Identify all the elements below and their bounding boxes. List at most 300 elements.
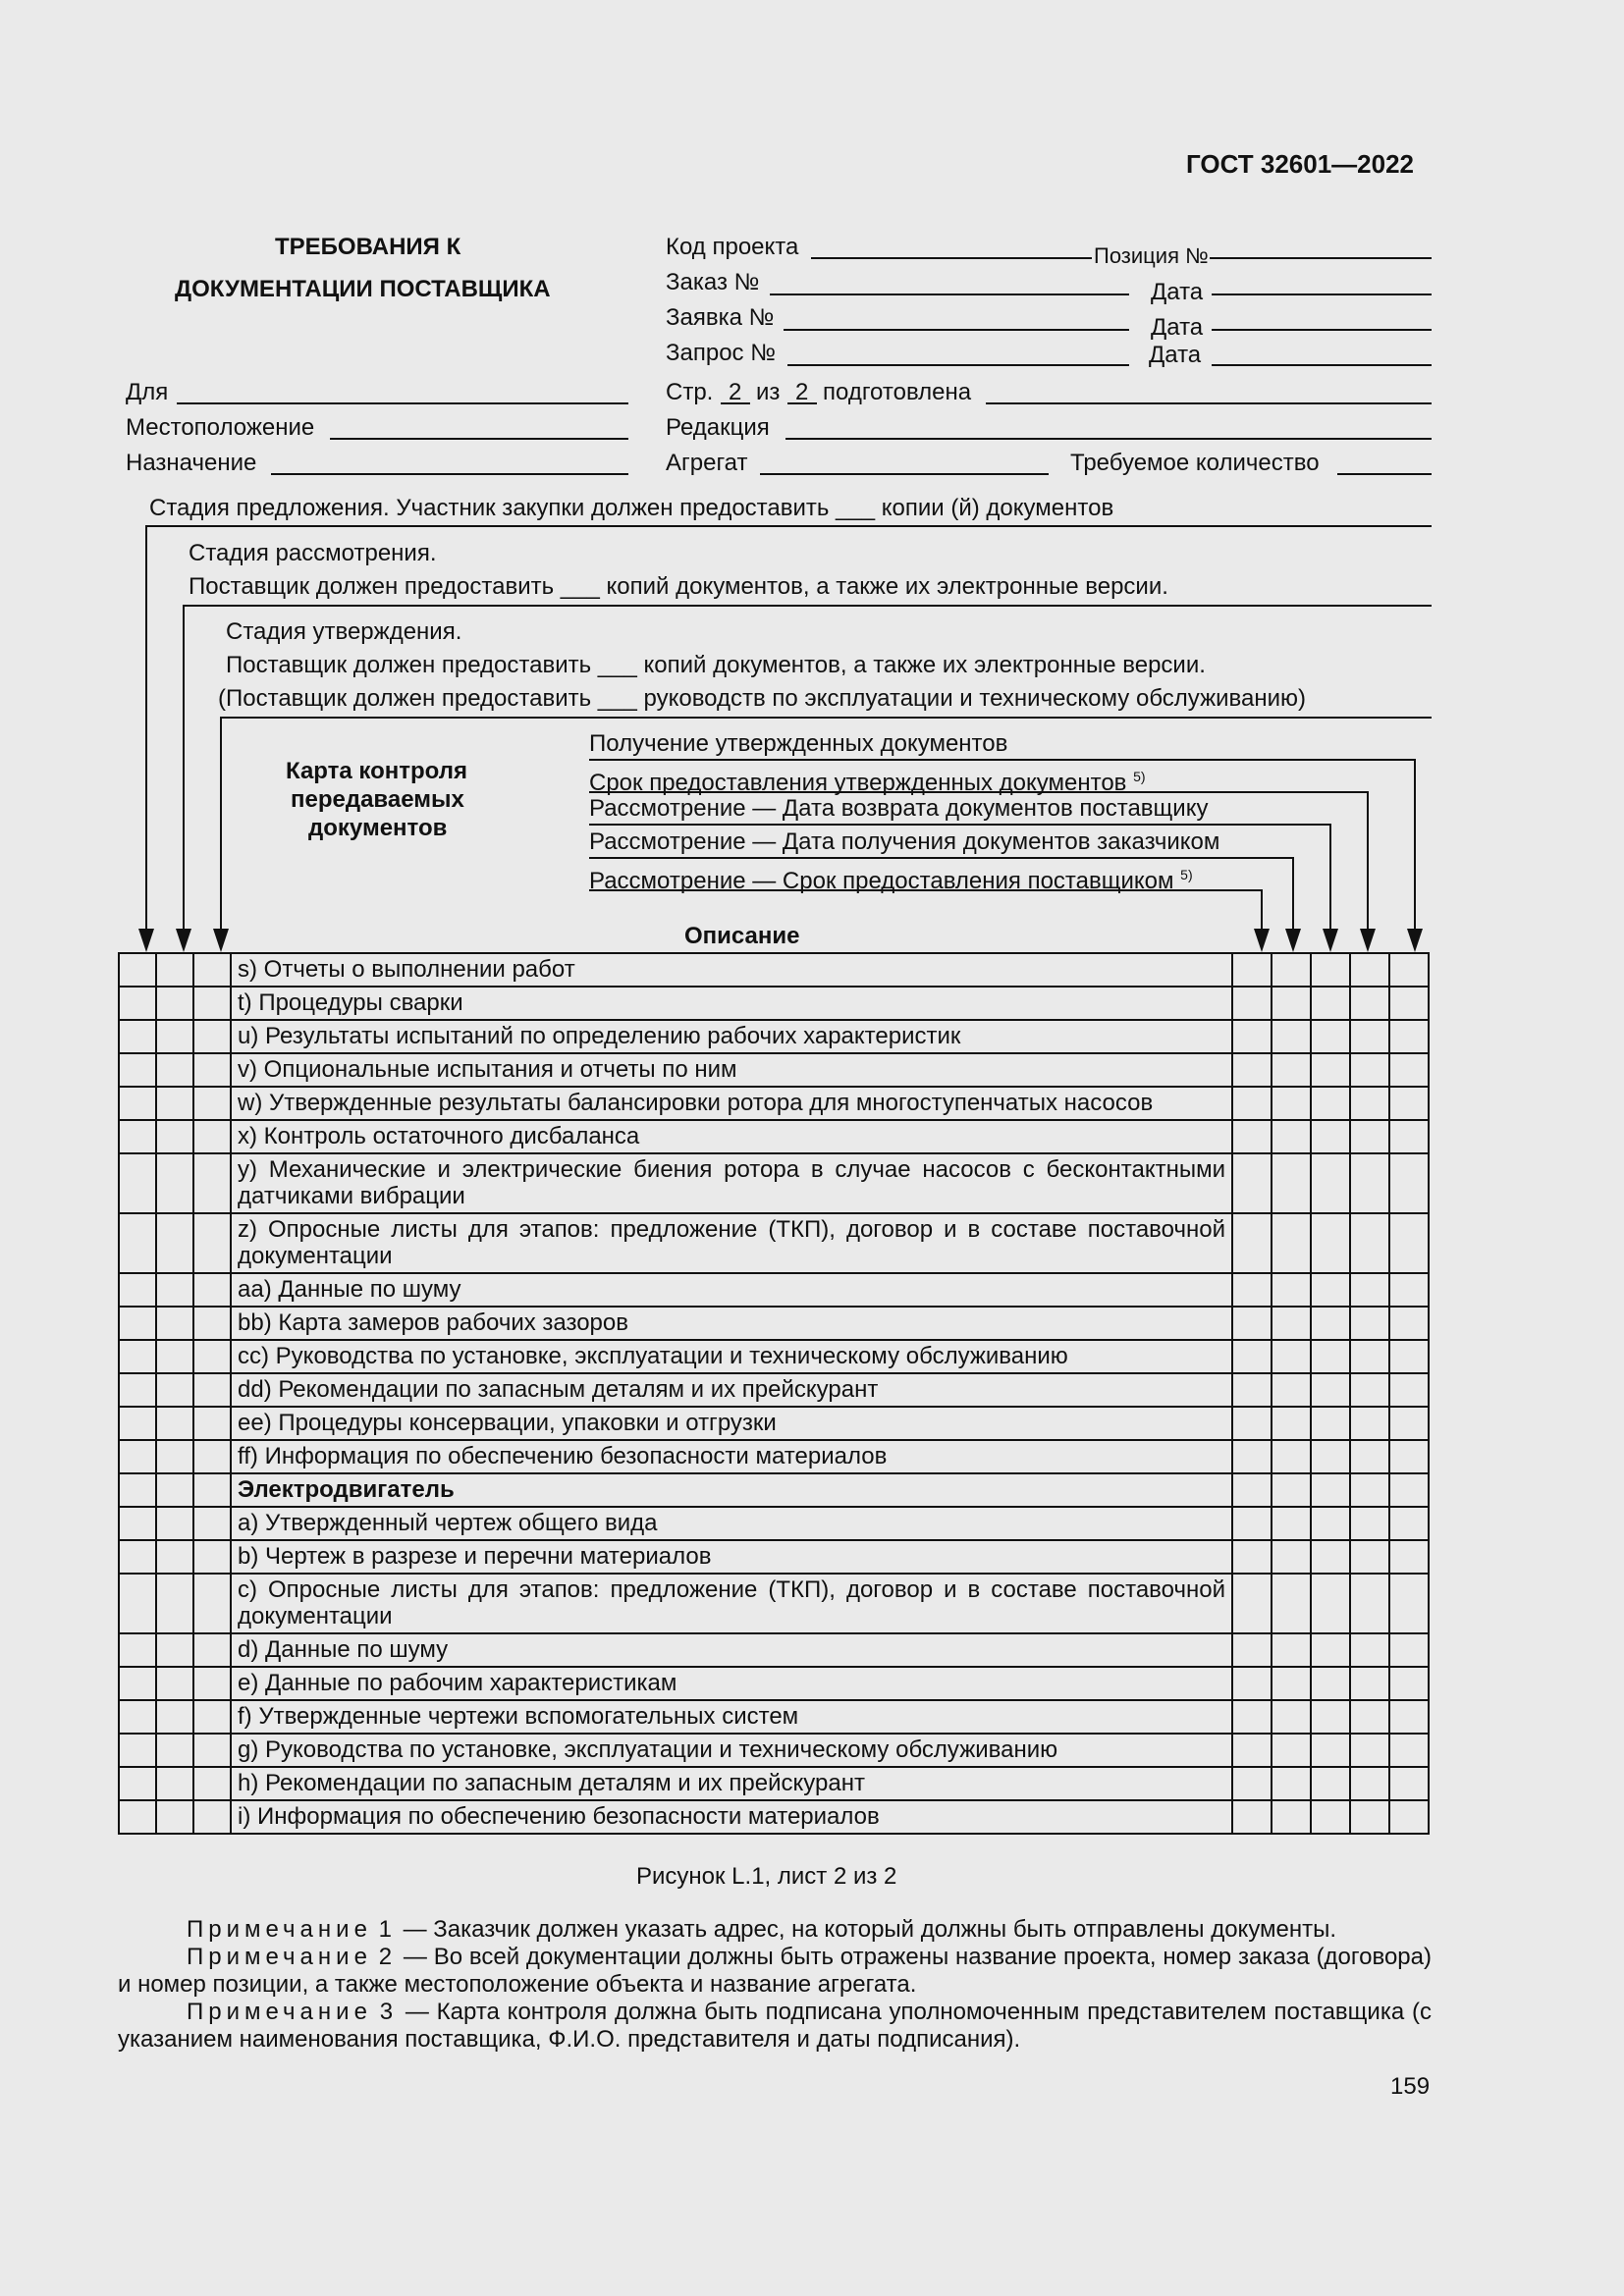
checkbox-cell[interactable] xyxy=(1350,1053,1389,1087)
checkbox-cell[interactable] xyxy=(193,1507,231,1540)
checkbox-cell[interactable] xyxy=(119,1667,156,1700)
page-number: 159 xyxy=(1390,2073,1431,2100)
table-row xyxy=(119,1020,1429,1053)
checkbox-cell[interactable] xyxy=(1311,1307,1350,1340)
position-no-field[interactable] xyxy=(1210,257,1432,259)
checkbox-cell[interactable] xyxy=(156,1540,193,1574)
approved-deadline-arrow-shaft xyxy=(1367,791,1369,935)
checkbox-cell[interactable] xyxy=(1389,953,1429,987)
order-no-field[interactable] xyxy=(770,294,1129,295)
checkbox-cell[interactable] xyxy=(193,1273,231,1307)
checkbox-cell[interactable] xyxy=(193,987,231,1020)
checkbox-cell[interactable] xyxy=(1232,1800,1272,1834)
checkbox-cell[interactable] xyxy=(1350,1020,1389,1053)
checkbox-cell[interactable] xyxy=(119,1407,156,1440)
approval-stage-text: Поставщик должен предоставить ___ копий документов, а также их электронные версии. xyxy=(226,652,1206,678)
checkbox-cell[interactable] xyxy=(156,1507,193,1540)
table-row xyxy=(119,1120,1429,1153)
checkbox-cell[interactable] xyxy=(1232,1407,1272,1440)
checkbox-cell[interactable] xyxy=(193,1120,231,1153)
column-label-supplier-deadline: Рассмотрение — Срок предоставления поставщиком $^{5)}$ xyxy=(589,867,1193,894)
checkbox-cell[interactable] xyxy=(1232,1767,1272,1800)
checkbox-cell[interactable] xyxy=(1350,1800,1389,1834)
prepared-label: подготовлена xyxy=(823,379,972,405)
description-cell: w) Утвержденные результаты балансировки ротора для многоступенчатых насосов xyxy=(231,1087,1232,1120)
checkbox-cell[interactable] xyxy=(1232,1340,1272,1373)
table-row xyxy=(119,1767,1429,1800)
checkbox-cell[interactable] xyxy=(1350,1120,1389,1153)
checkbox-cell[interactable] xyxy=(1350,1153,1389,1213)
checkbox-cell[interactable] xyxy=(119,1053,156,1087)
checkbox-cell[interactable] xyxy=(156,987,193,1020)
checkbox-cell[interactable] xyxy=(193,1053,231,1087)
checkbox-cell[interactable] xyxy=(156,1120,193,1153)
checkbox-cell[interactable] xyxy=(1350,1087,1389,1120)
checkbox-cell[interactable] xyxy=(156,1473,193,1507)
checkbox-cell[interactable] xyxy=(1311,1473,1350,1507)
review-arrow-head xyxy=(176,929,191,952)
table-row xyxy=(119,1373,1429,1407)
description-cell: f) Утвержденные чертежи вспомогательных систем xyxy=(231,1700,1232,1734)
checkbox-cell[interactable] xyxy=(1272,1800,1311,1834)
checkbox-cell[interactable] xyxy=(1389,1440,1429,1473)
checkbox-cell[interactable] xyxy=(1272,1340,1311,1373)
proposal-arrow-shaft xyxy=(145,525,147,935)
checkbox-cell[interactable] xyxy=(1232,1574,1272,1633)
checkbox-cell[interactable] xyxy=(1389,1020,1429,1053)
checkbox-cell[interactable] xyxy=(119,987,156,1020)
checkbox-cell[interactable] xyxy=(1350,1473,1389,1507)
note-3: Примечание 3 — Карта контроля должна быть подписана уполномоченным представителем поставщика (с указанием наименования поставщика, Ф.И.О. представителя и даты подписания). xyxy=(118,1999,1432,2053)
page-current: 2 xyxy=(729,379,742,405)
checkbox-cell[interactable] xyxy=(1350,1574,1389,1633)
checkbox-cell[interactable] xyxy=(193,1800,231,1834)
checkbox-cell[interactable] xyxy=(119,1540,156,1574)
checkbox-cell[interactable] xyxy=(1311,1507,1350,1540)
column-line-return-date xyxy=(589,824,1331,826)
checkbox-cell[interactable] xyxy=(1272,953,1311,987)
checkbox-cell[interactable] xyxy=(119,1213,156,1273)
checkbox-cell[interactable] xyxy=(156,1407,193,1440)
review-arrow-shaft xyxy=(183,605,185,935)
checkbox-cell[interactable] xyxy=(193,1213,231,1273)
note-1: Примечание 1 — Заказчик должен указать адрес, на который должны быть отправлены документы. xyxy=(187,1916,1337,1943)
for-label: Для xyxy=(126,379,169,405)
unit-label: Агрегат xyxy=(666,450,748,476)
checkbox-cell[interactable] xyxy=(193,1767,231,1800)
checkbox-cell[interactable] xyxy=(1350,1407,1389,1440)
approval-arrow-shaft xyxy=(220,717,222,935)
checkbox-cell[interactable] xyxy=(193,1633,231,1667)
project-code-field[interactable] xyxy=(811,257,1092,259)
page-of-label: из xyxy=(756,379,781,405)
checkbox-cell[interactable] xyxy=(193,1340,231,1373)
checkbox-cell[interactable] xyxy=(193,1540,231,1574)
checkbox-cell[interactable] xyxy=(1232,1120,1272,1153)
column-label-received: Получение утвержденных документов xyxy=(589,730,1008,757)
checkbox-cell[interactable] xyxy=(1350,1340,1389,1373)
description-cell: b) Чертеж в разрезе и перечни материалов xyxy=(231,1540,1232,1574)
checkbox-cell[interactable] xyxy=(1311,1373,1350,1407)
checkbox-cell[interactable] xyxy=(193,1440,231,1473)
checkbox-cell[interactable] xyxy=(1389,1087,1429,1120)
column-line-receipt-date xyxy=(589,857,1294,859)
checkbox-cell[interactable] xyxy=(119,1340,156,1373)
checkbox-cell[interactable] xyxy=(119,1120,156,1153)
checkbox-cell[interactable] xyxy=(193,1373,231,1407)
description-cell: bb) Карта замеров рабочих зазоров xyxy=(231,1307,1232,1340)
checkbox-cell[interactable] xyxy=(1232,1373,1272,1407)
checkbox-cell[interactable] xyxy=(1272,1407,1311,1440)
checkbox-cell[interactable] xyxy=(1350,1700,1389,1734)
checkbox-cell[interactable] xyxy=(1350,1440,1389,1473)
table-row xyxy=(119,1700,1429,1734)
table-row xyxy=(119,1800,1429,1834)
checkbox-cell[interactable] xyxy=(1389,1734,1429,1767)
checkbox-cell[interactable] xyxy=(1389,1153,1429,1213)
checkbox-cell[interactable] xyxy=(1389,1473,1429,1507)
checkbox-cell[interactable] xyxy=(156,1440,193,1473)
checkbox-cell[interactable] xyxy=(193,1307,231,1340)
checkbox-cell[interactable] xyxy=(193,1407,231,1440)
table-row xyxy=(119,1507,1429,1540)
prepared-field[interactable] xyxy=(986,402,1432,404)
checkbox-cell[interactable] xyxy=(1272,1307,1311,1340)
inquiry-date-field[interactable] xyxy=(1212,364,1432,366)
checkbox-cell[interactable] xyxy=(193,1574,231,1633)
checkbox-cell[interactable] xyxy=(1389,1340,1429,1373)
table-row xyxy=(119,1213,1429,1273)
checkbox-cell[interactable] xyxy=(1272,1053,1311,1087)
checkbox-cell[interactable] xyxy=(156,953,193,987)
checkbox-cell[interactable] xyxy=(1389,1700,1429,1734)
checkbox-cell[interactable] xyxy=(1350,1734,1389,1767)
checkbox-cell[interactable] xyxy=(1350,1273,1389,1307)
column-line-approved-deadline xyxy=(589,791,1369,793)
checkbox-cell[interactable] xyxy=(1350,1667,1389,1700)
received-arrow-shaft xyxy=(1414,759,1416,935)
checkbox-cell[interactable] xyxy=(1311,1087,1350,1120)
checkbox-cell[interactable] xyxy=(1311,1407,1350,1440)
checkbox-cell[interactable] xyxy=(1232,1053,1272,1087)
proposal-stage-text: Стадия предложения. Участник закупки должен предоставить ___ копии (й) документов xyxy=(149,495,1114,521)
standard-number: ГОСТ 32601—2022 xyxy=(1186,149,1414,179)
checkbox-cell[interactable] xyxy=(1389,1507,1429,1540)
checkbox-cell[interactable] xyxy=(1350,1373,1389,1407)
checkbox-cell[interactable] xyxy=(1272,1087,1311,1120)
checkbox-cell[interactable] xyxy=(1311,1440,1350,1473)
for-field[interactable] xyxy=(177,402,628,404)
description-cell: u) Результаты испытаний по определению рабочих характеристик xyxy=(231,1020,1232,1053)
checkbox-cell[interactable] xyxy=(119,1767,156,1800)
checkbox-cell[interactable] xyxy=(119,1633,156,1667)
checkbox-cell[interactable] xyxy=(1350,1633,1389,1667)
description-cell: dd) Рекомендации по запасным деталям и их прейскурант xyxy=(231,1373,1232,1407)
checkbox-cell[interactable] xyxy=(193,1700,231,1734)
checkbox-cell[interactable] xyxy=(1350,1213,1389,1273)
checkbox-cell[interactable] xyxy=(1232,1087,1272,1120)
checkbox-cell[interactable] xyxy=(119,1800,156,1834)
checkbox-cell[interactable] xyxy=(119,1734,156,1767)
checkbox-cell[interactable] xyxy=(1232,953,1272,987)
checkbox-cell[interactable] xyxy=(1389,1633,1429,1667)
checkbox-cell[interactable] xyxy=(1311,953,1350,987)
checkbox-cell[interactable] xyxy=(193,1020,231,1053)
revision-label: Редакция xyxy=(666,414,770,441)
purpose-field[interactable] xyxy=(271,473,628,475)
checkbox-cell[interactable] xyxy=(1389,1540,1429,1574)
checkbox-cell[interactable] xyxy=(119,1273,156,1307)
checkbox-cell[interactable] xyxy=(193,1087,231,1120)
received-arrow-head xyxy=(1407,929,1423,952)
checkbox-cell[interactable] xyxy=(1389,1120,1429,1153)
checkbox-cell[interactable] xyxy=(193,953,231,987)
checkbox-cell[interactable] xyxy=(1272,1213,1311,1273)
checkbox-cell[interactable] xyxy=(119,1020,156,1053)
checkbox-cell[interactable] xyxy=(156,1020,193,1053)
checkbox-cell[interactable] xyxy=(1311,1053,1350,1087)
checkbox-cell[interactable] xyxy=(1311,1020,1350,1053)
page-total: 2 xyxy=(795,379,809,405)
description-cell: e) Данные по рабочим характеристикам xyxy=(231,1667,1232,1700)
control-map-title-2: передаваемых xyxy=(291,786,464,813)
location-label: Местоположение xyxy=(126,414,315,441)
checkbox-cell[interactable] xyxy=(119,1700,156,1734)
form-title-line1: ТРЕБОВАНИЯ К xyxy=(275,234,461,260)
checkbox-cell[interactable] xyxy=(1272,1020,1311,1053)
checkbox-cell[interactable] xyxy=(1232,1307,1272,1340)
column-line-received xyxy=(589,759,1416,761)
description-cell: cc) Руководства по установке, эксплуатации и техническому обслуживанию xyxy=(231,1340,1232,1373)
proposal-stage-line xyxy=(145,525,1432,527)
location-field[interactable] xyxy=(330,438,628,440)
checkbox-cell[interactable] xyxy=(1272,1540,1311,1574)
table-row xyxy=(119,1340,1429,1373)
description-cell: v) Опциональные испытания и отчеты по ним xyxy=(231,1053,1232,1087)
checkbox-cell[interactable] xyxy=(1272,1120,1311,1153)
column-label-receipt-date: Рассмотрение — Дата получения документов заказчиком xyxy=(589,828,1220,855)
checkbox-cell[interactable] xyxy=(119,1440,156,1473)
checkbox-cell[interactable] xyxy=(1389,1800,1429,1834)
checkbox-cell[interactable] xyxy=(1311,987,1350,1020)
order-date-label: Дата xyxy=(1151,279,1204,305)
checkbox-cell[interactable] xyxy=(1389,987,1429,1020)
required-qty-field[interactable] xyxy=(1337,473,1432,475)
checkbox-cell[interactable] xyxy=(1232,1273,1272,1307)
checkbox-cell[interactable] xyxy=(1350,953,1389,987)
description-cell: ee) Процедуры консервации, упаковки и отгрузки xyxy=(231,1407,1232,1440)
checkbox-cell[interactable] xyxy=(1272,1734,1311,1767)
request-date-field[interactable] xyxy=(1212,329,1432,331)
receipt-date-arrow-shaft xyxy=(1292,857,1294,935)
checkbox-cell[interactable] xyxy=(1389,1667,1429,1700)
checkbox-cell[interactable] xyxy=(1350,1507,1389,1540)
order-date-field[interactable] xyxy=(1212,294,1432,295)
table-row xyxy=(119,1053,1429,1087)
review-stage-line xyxy=(183,605,1432,607)
description-header: Описание xyxy=(684,923,800,949)
checkbox-cell[interactable] xyxy=(1272,1373,1311,1407)
table-row xyxy=(119,1667,1429,1700)
checkbox-cell[interactable] xyxy=(119,1087,156,1120)
checkbox-cell[interactable] xyxy=(156,1800,193,1834)
checkbox-cell[interactable] xyxy=(1311,1800,1350,1834)
table-row xyxy=(119,1273,1429,1307)
return-date-arrow-shaft xyxy=(1329,824,1331,935)
checkbox-cell[interactable] xyxy=(193,1473,231,1507)
checkbox-cell[interactable] xyxy=(156,1153,193,1213)
description-cell: t) Процедуры сварки xyxy=(231,987,1232,1020)
checkbox-cell[interactable] xyxy=(1389,1574,1429,1633)
checkbox-cell[interactable] xyxy=(119,953,156,987)
checkbox-cell[interactable] xyxy=(156,1767,193,1800)
table-row xyxy=(119,1087,1429,1120)
table-row xyxy=(119,1574,1429,1633)
checkbox-cell[interactable] xyxy=(1389,1373,1429,1407)
inquiry-no-label: Запрос № xyxy=(666,340,776,366)
checkbox-cell[interactable] xyxy=(119,1307,156,1340)
checkbox-cell[interactable] xyxy=(119,1153,156,1213)
checkbox-cell[interactable] xyxy=(1350,1767,1389,1800)
note-2: Примечание 2 — Во всей документации должны быть отражены название проекта, номер заказа (договора) и номер позиции, а также местоположение объекта и название агрегата. xyxy=(118,1944,1432,1998)
checkbox-cell[interactable] xyxy=(1272,987,1311,1020)
checkbox-cell[interactable] xyxy=(1311,1574,1350,1633)
request-date-label: Дата xyxy=(1151,314,1204,341)
checkbox-cell[interactable] xyxy=(1272,1153,1311,1213)
checkbox-cell[interactable] xyxy=(156,1087,193,1120)
table-row xyxy=(119,1407,1429,1440)
checkbox-cell[interactable] xyxy=(1311,1120,1350,1153)
checkbox-cell[interactable] xyxy=(1272,1667,1311,1700)
checkbox-cell[interactable] xyxy=(1311,1213,1350,1273)
description-cell: a) Утвержденный чертеж общего вида xyxy=(231,1507,1232,1540)
checkbox-cell[interactable] xyxy=(156,1373,193,1407)
checkbox-cell[interactable] xyxy=(1272,1700,1311,1734)
table-row xyxy=(119,1540,1429,1574)
checkbox-cell[interactable] xyxy=(156,1213,193,1273)
checkbox-cell[interactable] xyxy=(1272,1767,1311,1800)
unit-field[interactable] xyxy=(760,473,1049,475)
supplier-deadline-arrow-head xyxy=(1254,929,1270,952)
checkbox-cell[interactable] xyxy=(156,1307,193,1340)
checkbox-cell[interactable] xyxy=(1389,1053,1429,1087)
approved-deadline-arrow-head xyxy=(1360,929,1376,952)
checkbox-cell[interactable] xyxy=(119,1507,156,1540)
checkbox-cell[interactable] xyxy=(1311,1273,1350,1307)
project-code-label: Код проекта xyxy=(666,234,799,260)
checkbox-cell[interactable] xyxy=(1232,1507,1272,1540)
column-label-return-date: Рассмотрение — Дата возврата документов поставщику xyxy=(589,795,1209,822)
review-stage-text: Поставщик должен предоставить ___ копий документов, а также их электронные версии. xyxy=(189,573,1168,600)
checkbox-cell[interactable] xyxy=(193,1667,231,1700)
checkbox-cell[interactable] xyxy=(156,1273,193,1307)
approval-stage-line xyxy=(220,717,1432,719)
description-cell: d) Данные по шуму xyxy=(231,1633,1232,1667)
figure-caption: Рисунок L.1, лист 2 из 2 xyxy=(636,1863,897,1890)
checkbox-cell[interactable] xyxy=(1272,1507,1311,1540)
checkbox-cell[interactable] xyxy=(1232,1153,1272,1213)
checkbox-cell[interactable] xyxy=(1350,1307,1389,1340)
checkbox-cell[interactable] xyxy=(156,1633,193,1667)
checkbox-cell[interactable] xyxy=(1232,1473,1272,1507)
checkbox-cell[interactable] xyxy=(1389,1307,1429,1340)
checkbox-cell[interactable] xyxy=(156,1734,193,1767)
checkbox-cell[interactable] xyxy=(1232,1020,1272,1053)
checkbox-cell[interactable] xyxy=(1232,1667,1272,1700)
checkbox-cell[interactable] xyxy=(156,1053,193,1087)
checkbox-cell[interactable] xyxy=(1311,1667,1350,1700)
checkbox-cell[interactable] xyxy=(1232,1734,1272,1767)
description-cell: z) Опросные листы для этапов: предложение (ТКП), договор и в составе поставочной документации xyxy=(231,1213,1232,1273)
checkbox-cell[interactable] xyxy=(1272,1473,1311,1507)
checkbox-cell[interactable] xyxy=(1389,1407,1429,1440)
checkbox-cell[interactable] xyxy=(193,1153,231,1213)
description-cell: c) Опросные листы для этапов: предложение (ТКП), договор и в составе поставочной документации xyxy=(231,1574,1232,1633)
request-no-label: Заявка № xyxy=(666,304,775,331)
checkbox-cell[interactable] xyxy=(1350,987,1389,1020)
revision-field[interactable] xyxy=(785,438,1432,440)
page-current-underline xyxy=(721,402,750,404)
checkbox-cell[interactable] xyxy=(156,1340,193,1373)
return-date-arrow-head xyxy=(1323,929,1338,952)
checkbox-cell[interactable] xyxy=(1272,1574,1311,1633)
page-label: Стр. xyxy=(666,379,714,405)
required-qty-label: Требуемое количество xyxy=(1070,450,1320,476)
checkbox-cell[interactable] xyxy=(156,1574,193,1633)
description-cell: h) Рекомендации по запасным деталям и их прейскурант xyxy=(231,1767,1232,1800)
checkbox-cell[interactable] xyxy=(1272,1273,1311,1307)
checkbox-cell[interactable] xyxy=(119,1473,156,1507)
checkbox-cell[interactable] xyxy=(1232,1700,1272,1734)
checkbox-cell[interactable] xyxy=(1232,987,1272,1020)
checkbox-cell[interactable] xyxy=(156,1700,193,1734)
column-line-supplier-deadline xyxy=(589,889,1263,891)
checkbox-cell[interactable] xyxy=(1272,1440,1311,1473)
checkbox-cell[interactable] xyxy=(1232,1633,1272,1667)
checkbox-cell[interactable] xyxy=(1311,1700,1350,1734)
checkbox-cell[interactable] xyxy=(1350,1540,1389,1574)
checkbox-cell[interactable] xyxy=(1232,1440,1272,1473)
checkbox-cell[interactable] xyxy=(1311,1540,1350,1574)
checkbox-cell[interactable] xyxy=(1272,1633,1311,1667)
checkbox-cell[interactable] xyxy=(1232,1213,1272,1273)
checkbox-cell[interactable] xyxy=(1311,1734,1350,1767)
control-map-title-3: документов xyxy=(308,815,448,841)
order-no-label: Заказ № xyxy=(666,269,760,295)
description-cell: x) Контроль остаточного дисбаланса xyxy=(231,1120,1232,1153)
description-cell: i) Информация по обеспечению безопасности материалов xyxy=(231,1800,1232,1834)
checkbox-cell[interactable] xyxy=(193,1734,231,1767)
checkbox-cell[interactable] xyxy=(1311,1340,1350,1373)
inquiry-no-field[interactable] xyxy=(787,364,1129,366)
checkbox-cell[interactable] xyxy=(1232,1540,1272,1574)
column-label-approved-deadline: Срок предоставления утвержденных документов $^{5)}$ xyxy=(589,769,1146,796)
description-cell: y) Механические и электрические биения ротора в случае насосов с бесконтактными датчиками вибрации xyxy=(231,1153,1232,1213)
section-heading-cell: Электродвигатель xyxy=(231,1473,1232,1507)
checkbox-cell[interactable] xyxy=(1389,1767,1429,1800)
receipt-date-arrow-head xyxy=(1285,929,1301,952)
checkbox-cell[interactable] xyxy=(119,1574,156,1633)
checkbox-cell[interactable] xyxy=(119,1373,156,1407)
checkbox-cell[interactable] xyxy=(1389,1213,1429,1273)
checkbox-cell[interactable] xyxy=(156,1667,193,1700)
checkbox-cell[interactable] xyxy=(1311,1633,1350,1667)
request-no-field[interactable] xyxy=(784,329,1129,331)
table-row xyxy=(119,1734,1429,1767)
checkbox-cell[interactable] xyxy=(1389,1273,1429,1307)
checkbox-cell[interactable] xyxy=(1311,1153,1350,1213)
checkbox-cell[interactable] xyxy=(1311,1767,1350,1800)
